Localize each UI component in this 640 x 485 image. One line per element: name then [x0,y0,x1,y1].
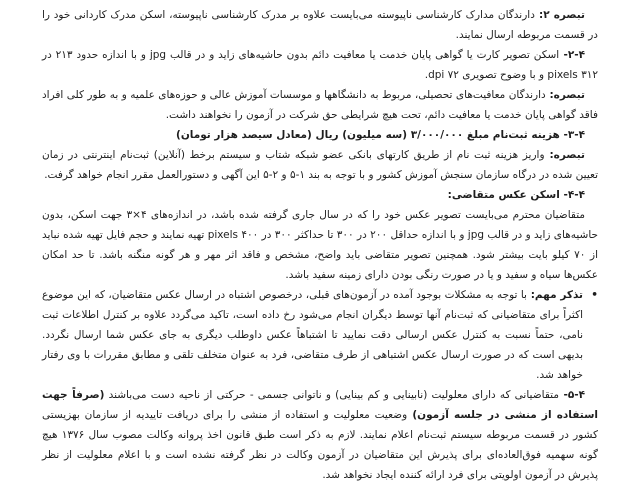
paragraph-item-4-3-fee [42,125,598,145]
note-military-label: تبصره: [545,89,585,101]
photo-requirements-body: متقاضیان محترم می‌بایست تصویر عکس خود را که در سال جاری گرفته شده باشد، در اندازه‌های ۴×۳ جهت اسکن، بدون حاشیه‌های زاید و در قالب jpg و با اندازه حداقل ۲۰۰ در ۳۰۰ تا حداکثر ۳۰۰ در ۴۰۰ pixels تهیه نمایند و حجم فایل تهیه شده نباید از ۷۰ کیلو بایت بیشتر شود. همچنین تصویر متقاضی باید واضح، مشخص و فاقد اثر مهر و هر گونه منگنه باشد. تا حد امکان عکس‌ها سیاه و سفید و یا در صورت رنگی بودن دارای زمینه سفید باشد. [42,209,599,281]
paragraph-important-note [42,285,598,385]
item-4-2-body: اسکن تصویر کارت یا گواهی پایان خدمت یا معافیت دائم بدون حاشیه‌های زاید و در قالب jpg و با اندازه حدود ۲۱۳ در ۳۱۲ pixels و با وضوح تصویری ۷۲ dpi. [42,49,598,81]
item-4-5-body-1: متقاضیانی که دارای معلولیت (نابینایی و کم بینایی) و ناتوانی جسمی - حرکتی از ناحیه دست می‌باشند [104,389,559,401]
item-4-5-bold-parenthetical: (صرفاً جهت استفاده از منشی در جلسه آزمون) [42,389,598,421]
item-4-2-number: ۲-۴- [559,49,585,61]
note-payment-label: تبصره: [544,149,585,161]
item-4-4-heading-text: ۴-۴- اسکن عکس متقاضی: [447,189,585,201]
paragraph-photo-requirements [42,205,598,285]
note-military-body: دارندگان معافیت‌های تحصیلی، مربوط به دانشگاهها و موسسات آموزش عالی و حوزه‌های علمیه و به طور کلی افراد فاقد گواهی پایان خدمت یا معافیت دائم، تحت هیچ شرایطی حق شرکت در آزمون را نخواهند داشت. [42,89,598,121]
note-payment-body: واریز هزینه ثبت نام از طریق کارتهای بانکی عضو شبکه شتاب و سیستم برخط (آنلاین) ثبت‌نام اینترنتی در زمان تعیین شده در درگاه سازمان سنجش آموزش کشور و با توجه به بند ۱-۵ و ۲-۵ این آگهی و دستورالعمل مقرر انجام خواهد گرفت. [42,149,598,181]
paragraph-item-4-4-heading [42,185,598,205]
item-4-5-number: ۵-۴- [558,389,585,401]
note-2-body: دارندگان مدارک کارشناسی ناپیوسته می‌بایست علاوه بر مدرک کارشناسی ناپیوسته، اسکن مدرک کاردانی خود را در قسمت مربوطه ارسال نمایند. [42,9,598,41]
item-4-3-fee-text: ۳-۴- هزینه ثبت‌نام مبلغ ۳/۰۰۰/۰۰۰ (سه میلیون) ریال (معادل سیصد هزار تومان) [176,129,585,141]
paragraph-item-4-5 [42,385,598,485]
paragraph-note-2 [42,5,598,45]
important-note-body: با توجه به مشکلات بوجود آمده در آزمون‌های قبلی، درخصوص اشتباه در ارسال عکس متقاضیان، که این موضوع اکثراً برای متقاضیانی که ثبت‌نام آنها توسط دیگران انجام می‌شود رخ داده است، تاکید می‌گردد علاوه بر کنترل اطلاعات ثبت نامی، حتماً نسبت به کنترل عکس ارسالی دقت نمایید تا اشتباهاً عکس داوطلب دیگری به جای عکس شما ارسال نگردد. بدیهی است که در صورت ارسال عکس اشتباهی از طرف متقاضی، فرد به عنوان متخلف تلقی و مطابق مقررات با وی رفتار خواهد شد. [42,289,583,381]
paragraph-item-4-2 [42,45,598,85]
note-2-label: تبصره ۲: [534,9,586,21]
bullet-icon: • [591,289,598,301]
paragraph-note-payment [42,145,598,185]
important-note-label: تذکر مهم: [526,289,583,301]
item-4-5-body-2: وضعیت معلولیت و استفاده از منشی را برای دریافت تاییدیه از سازمان بهزیستی کشور در قسمت مربوطه سیستم ثبت‌نام اعلام نمایند. لازم به ذکر است طبق قانون اخذ پروانه وکالت مصوب سال ۱۳۷۶ هیچ گونه سهمیه فوق‌العاده‌ای برای پذیرش این متقاضیان در آزمون وکالت در نظر گرفته نشده است و با اعلام معلولیت از نظر پذیرش در آزمون اولویتی برای فرد ارائه کننده ایجاد نخواهد شد. [42,409,598,481]
paragraph-note-military [42,85,598,125]
